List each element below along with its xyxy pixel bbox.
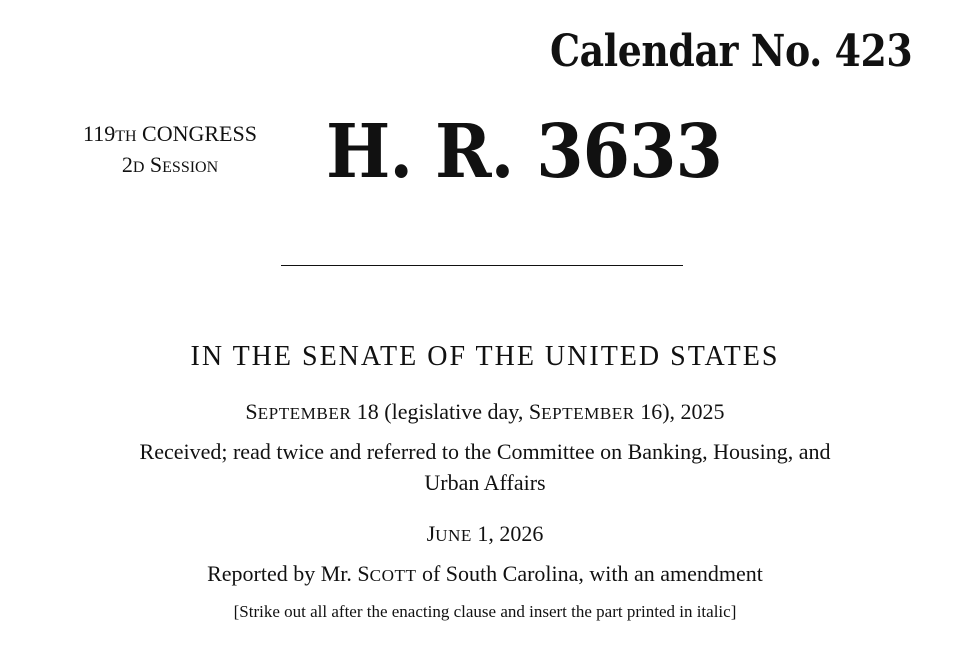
- referral-text: [30, 436, 940, 498]
- session-rest: ESSION: [162, 159, 219, 176]
- date2-end: 1, 2026: [471, 521, 544, 546]
- session-initial: S: [149, 152, 163, 177]
- congress-suffix: TH: [115, 128, 137, 145]
- reported-date: [30, 520, 940, 550]
- date2-month-initial: J: [426, 521, 436, 546]
- amendment-instruction: [Strike out all after the enacting clause and insert the part printed in italic]: [233, 602, 737, 621]
- calendar-number: Calendar No. 423: [549, 26, 912, 77]
- bill-number: H. R. 3633: [326, 109, 723, 195]
- date1-month1-initial: S: [245, 399, 258, 424]
- congress-word: CONGRESS: [142, 121, 257, 146]
- date1-month2-rest: EPTEMBER: [541, 404, 635, 423]
- reported-after: of South Carolina, with an amendment: [416, 561, 763, 586]
- date1-end: 16), 2025: [634, 399, 725, 424]
- session-number: 2: [121, 152, 133, 177]
- reporter-name-rest: COTT: [369, 566, 417, 585]
- received-date: [30, 398, 940, 428]
- date2-month-rest: UNE: [435, 526, 472, 545]
- reported-before: Reported by Mr.: [207, 561, 358, 586]
- chamber-heading: IN THE SENATE OF THE UNITED STATES: [190, 341, 780, 372]
- congress-line: [40, 120, 300, 151]
- date1-middle: 18 (legislative day,: [351, 399, 529, 424]
- reporter-name-initial: S: [357, 561, 370, 586]
- congress-number: 119: [83, 121, 116, 146]
- date1-month1-rest: EPTEMBER: [257, 404, 352, 423]
- date1-month2-initial: S: [528, 399, 542, 424]
- header-rule: [281, 265, 683, 266]
- session-line: [40, 151, 300, 182]
- reported-by-line: [30, 560, 940, 590]
- referral-line-1: Received; read twice and referred to the Committee on Banking, Housing, and: [139, 439, 831, 464]
- session-suffix: D: [132, 159, 145, 176]
- congress-session-block: [40, 120, 300, 182]
- referral-line-2: Urban Affairs: [424, 470, 546, 495]
